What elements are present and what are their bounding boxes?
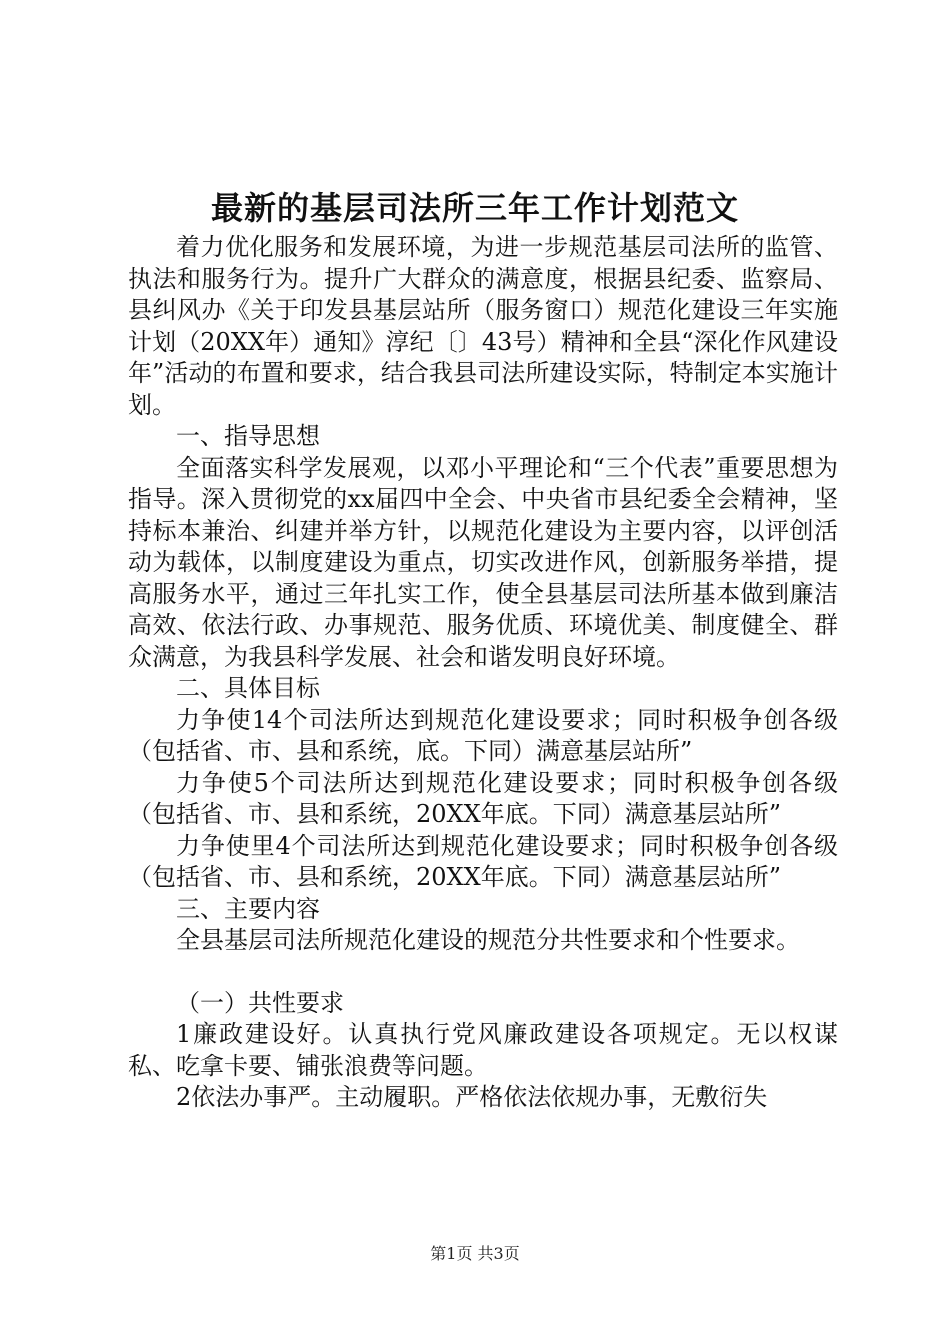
document-title: 最新的基层司法所三年工作计划范文 bbox=[210, 189, 739, 227]
main-content-paragraph: 全县基层司法所规范化建设的规范分共性要求和个性要求。 bbox=[176, 926, 800, 954]
page-number-footer: 第1页 共3页 bbox=[430, 1244, 520, 1263]
goal-paragraph-3: 力争使里4个司法所达到规范化建设要求；同时积极争创各级（包括省、市、县和系统，20XX年底。下同）满意基层站所” bbox=[128, 831, 838, 891]
goal-paragraph-2: 力争使5个司法所达到规范化建设要求；同时积极争创各级（包括省、市、县和系统，20XX年底。下同）满意基层站所” bbox=[128, 768, 838, 828]
requirement-paragraph-2: 2依法办事严。主动履职。严格依法依规办事，无敷衍失 bbox=[176, 1083, 768, 1111]
section-heading-guiding-thought: 一、指导思想 bbox=[176, 422, 320, 450]
goal-paragraph-1: 力争使14个司法所达到规范化建设要求；同时积极争创各级（包括省、市、县和系统，底。下同）满意基层站所” bbox=[128, 705, 838, 765]
requirement-paragraph-1: 1廉政建设好。认真执行党风廉政建设各项规定。无以权谋私、吃拿卡要、铺张浪费等问题。 bbox=[128, 1020, 838, 1080]
document-body bbox=[128, 232, 838, 1114]
section-heading-specific-goals: 二、具体目标 bbox=[176, 674, 320, 702]
guiding-thought-paragraph: 全面落实科学发展观，以邓小平理论和“三个代表”重要思想为指导。深入贯彻党的xx届四中全会、中央省市县纪委全会精神，坚持标本兼治、纠建并举方针，以规范化建设为主要内容，以评创活动为载体，以制度建设为重点，切实改进作风，创新服务举措，提高服务水平，通过三年扎实工作，使全县基层司法所基本做到廉洁高效、依法行政、办事规范、服务优质、环境优美、制度健全、群众满意，为我县科学发展、社会和谐发明良好环境。 bbox=[128, 453, 838, 671]
section-heading-main-content: 三、主要内容 bbox=[176, 894, 320, 923]
intro-paragraph: 着力优化服务和发展环境，为进一步规范基层司法所的监管、执法和服务行为。提升广大群众的满意度，根据县纪委、监察局、县纠风办《关于印发县基层站所（服务窗口）规范化建设三年实施计划（20XX年）通知》淳纪〔〕43号）精神和全县“深化作风建设年”活动的布置和要求，结合我县司法所建设实际，特制定本实施计划。 bbox=[128, 233, 838, 419]
subsection-heading-common-requirements: （一）共性要求 bbox=[176, 988, 344, 1017]
